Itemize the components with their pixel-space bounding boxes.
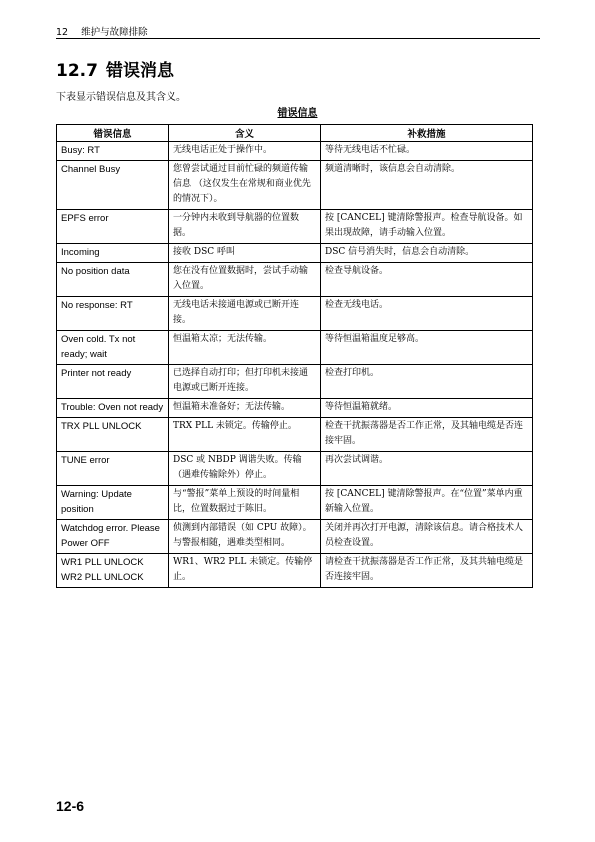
- table-row: [57, 520, 533, 554]
- table-row: [57, 331, 533, 365]
- cell-meaning: 无线电话正处于操作中。: [169, 142, 321, 161]
- cell-meaning: DSC 或 NBDP 调谐失败。传输（遇难传输除外）停止。: [169, 452, 321, 486]
- table-row: [57, 142, 533, 161]
- cell-meaning: 接收 DSC 呼叫: [169, 244, 321, 263]
- table-row: [57, 452, 533, 486]
- cell-message: TUNE error: [57, 452, 169, 486]
- column-header-remedy: 补救措施: [321, 125, 533, 142]
- cell-meaning: 恒温箱未准备好；无法传输。: [169, 399, 321, 418]
- cell-meaning: WR1、WR2 PLL 未锁定。传输停止。: [169, 554, 321, 588]
- cell-message: Watchdog error. Please Power OFF: [57, 520, 169, 554]
- error-message-table: [56, 124, 533, 588]
- cell-meaning: 您在没有位置数据时，尝试手动输入位置。: [169, 263, 321, 297]
- cell-remedy: 检查打印机。: [321, 365, 533, 399]
- table-row: [57, 297, 533, 331]
- cell-message: Printer not ready: [57, 365, 169, 399]
- section-heading: [56, 56, 174, 81]
- column-header-meaning: 含义: [169, 125, 321, 142]
- cell-meaning: 侦测到内部错误（如 CPU 故障）。与警报相随，遇难类型相同。: [169, 520, 321, 554]
- cell-remedy: 等待无线电话不忙碌。: [321, 142, 533, 161]
- cell-meaning: TRX PLL 未锁定。传输停止。: [169, 418, 321, 452]
- table-row: [57, 210, 533, 244]
- running-header: [56, 24, 148, 38]
- chapter-number: 12: [56, 27, 69, 38]
- cell-message: Oven cold. Tx not ready; wait: [57, 331, 169, 365]
- table-row: [57, 554, 533, 588]
- cell-remedy: 检查导航设备。: [321, 263, 533, 297]
- cell-remedy: 等待恒温箱温度足够高。: [321, 331, 533, 365]
- cell-meaning: 无线电话未接通电源或已断开连接。: [169, 297, 321, 331]
- header-rule: [56, 38, 540, 39]
- cell-remedy: 请检查干扰振荡器是否工作正常，及其共轴电缆是否连接牢固。: [321, 554, 533, 588]
- cell-message: Trouble: Oven not ready: [57, 399, 169, 418]
- cell-message: Incoming: [57, 244, 169, 263]
- table-header-row: [57, 125, 533, 142]
- cell-message: No position data: [57, 263, 169, 297]
- table-row: [57, 418, 533, 452]
- table-row: [57, 365, 533, 399]
- table-row: [57, 263, 533, 297]
- section-title: 错误消息: [105, 61, 174, 81]
- cell-remedy: 再次尝试调谐。: [321, 452, 533, 486]
- cell-meaning: 恒温箱太凉；无法传输。: [169, 331, 321, 365]
- section-number: 12.7: [56, 61, 98, 81]
- cell-remedy: 检查干扰振荡器是否工作正常，及其轴电缆是否连接牢固。: [321, 418, 533, 452]
- cell-message: WR1 PLL UNLOCK WR2 PLL UNLOCK: [57, 554, 169, 588]
- cell-message: Busy: RT: [57, 142, 169, 161]
- cell-remedy: 频道清晰时，该信息会自动清除。: [321, 161, 533, 210]
- cell-remedy: 按 [CANCEL] 键清除警报声。在“位置”菜单内重新输入位置。: [321, 486, 533, 520]
- cell-meaning: 一分钟内未收到导航器的位置数据。: [169, 210, 321, 244]
- column-header-message: 错误信息: [57, 125, 169, 142]
- table-row: [57, 486, 533, 520]
- cell-message: Warning: Update position: [57, 486, 169, 520]
- table-row: [57, 244, 533, 263]
- cell-message: TRX PLL UNLOCK: [57, 418, 169, 452]
- cell-meaning: 您曾尝试通过目前忙碌的频道传输信息 （这仅发生在常规和商业优先的情况下）。: [169, 161, 321, 210]
- cell-message: EPFS error: [57, 210, 169, 244]
- cell-remedy: 检查无线电话。: [321, 297, 533, 331]
- cell-remedy: 关闭并再次打开电源，清除该信息。请合格技术人员检查设置。: [321, 520, 533, 554]
- cell-meaning: 已选择自动打印；但打印机未接通电源或已断开连接。: [169, 365, 321, 399]
- cell-remedy: DSC 信号消失时，信息会自动清除。: [321, 244, 533, 263]
- intro-text: 下表显示错误信息及其含义。: [56, 92, 186, 103]
- table-caption: 错误信息: [277, 108, 318, 119]
- table-row: [57, 161, 533, 210]
- cell-message: No response: RT: [57, 297, 169, 331]
- cell-remedy: 按 [CANCEL] 键清除警报声。检查导航设备。如果出现故障，请手动输入位置。: [321, 210, 533, 244]
- page-number: 12-6: [56, 798, 85, 814]
- table-row: [57, 399, 533, 418]
- cell-remedy: 等待恒温箱就绪。: [321, 399, 533, 418]
- cell-meaning: 与“警报”菜单上预设的时间量相比，位置数据过于陈旧。: [169, 486, 321, 520]
- chapter-title: 维护与故障排除: [81, 27, 148, 38]
- cell-message: Channel Busy: [57, 161, 169, 210]
